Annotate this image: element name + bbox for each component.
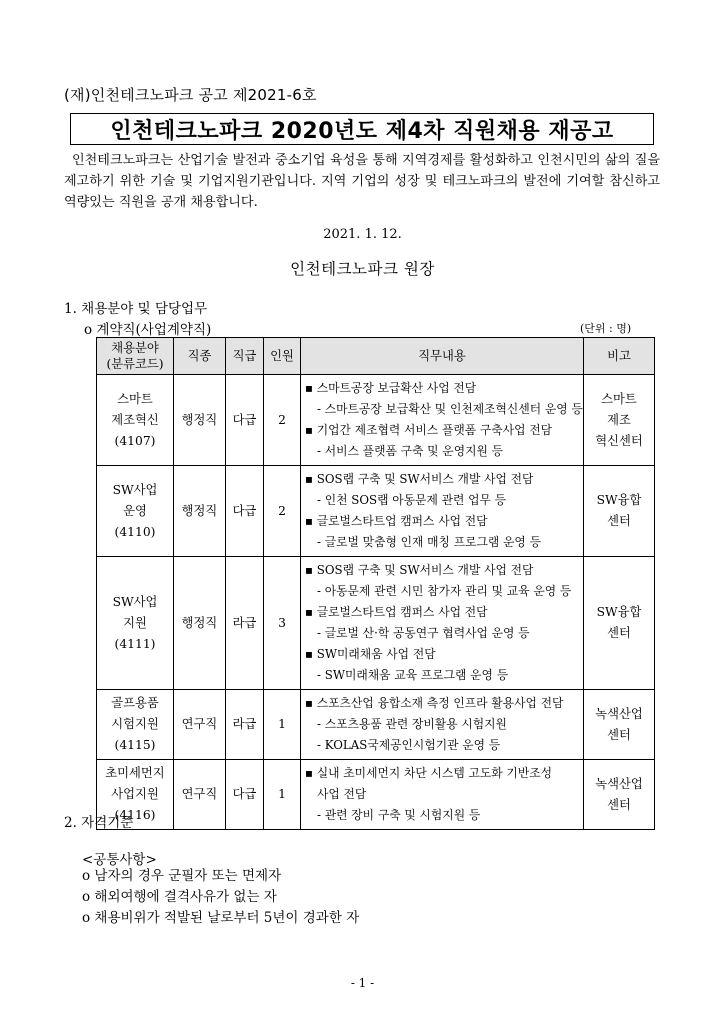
header-field-label: 채용분야 xyxy=(111,341,159,355)
count-cell: 2 xyxy=(264,375,301,466)
duty-line: - KOLAS국제공인시험기관 운영 등 xyxy=(317,738,501,752)
field-line: 지원 xyxy=(123,615,147,630)
job-type-cell: 행정직 xyxy=(174,557,226,690)
header-field xyxy=(97,338,174,375)
field-cell xyxy=(97,690,174,760)
field-line: (4115) xyxy=(114,738,156,752)
grade-cell: 다급 xyxy=(226,375,264,466)
note-line: 녹색산업 xyxy=(595,706,643,721)
duty-line: ▪ 글로벌스타트업 캠퍼스 사업 전담 xyxy=(305,605,488,619)
field-line: 골프용품 xyxy=(111,696,159,710)
table-row xyxy=(97,690,655,760)
intro-paragraph: 인천테크노파크는 산업기술 발전과 중소기업 육성을 통해 지역경제를 활성화하고 인천시민의 삶의 질을 제고하기 위한 기술 및 기업지원기관입니다. 지역 기업의 성장 및 테크노파크의 발전에 기여할 참신하고 역량있는 직원을 공개 채용합니다. xyxy=(64,153,660,210)
requirement-item: o 해외여행에 결격사유가 없는 자 xyxy=(82,889,277,905)
grade-cell: 라급 xyxy=(226,557,264,690)
note-line: 스마트 xyxy=(601,391,637,406)
note-line: 센터 xyxy=(607,797,631,812)
duties-cell xyxy=(301,557,584,690)
job-type-cell: 행정직 xyxy=(174,466,226,557)
duty-line: - 인천 SOS랩 아동문제 관련 업무 등 xyxy=(317,493,507,507)
field-line: (4107) xyxy=(114,433,156,448)
duty-line: - 서비스 플랫폼 구축 및 운영지원 등 xyxy=(317,444,504,458)
duties-cell xyxy=(301,760,584,830)
signer: 인천테크노파크 원장 xyxy=(290,260,435,278)
field-cell xyxy=(97,557,174,690)
note-line: 녹색산업 xyxy=(595,776,643,791)
duty-line: ▪ 실내 초미세먼지 차단 시스템 고도화 기반조성 xyxy=(305,766,553,780)
duty-line: ▪ 스포츠산업 융합소재 측정 인프라 활용사업 전담 xyxy=(305,696,564,710)
announcement-date: 2021. 1. 12. xyxy=(323,227,402,242)
count-cell: 1 xyxy=(264,760,301,830)
field-line: (4110) xyxy=(114,524,156,539)
requirement-item: o 남자의 경우 군필자 또는 면제자 xyxy=(82,868,282,884)
grade-cell: 다급 xyxy=(226,466,264,557)
note-cell xyxy=(584,690,655,760)
header-grade: 직급 xyxy=(226,338,264,375)
duty-line: ▪ SOS랩 구축 및 SW서비스 개발 사업 전담 xyxy=(305,563,534,577)
duty-line: - 스포츠용품 관련 장비활용 시험지원 xyxy=(317,717,507,731)
field-cell xyxy=(97,375,174,466)
duty-line: - 글로벌 산·학 공동연구 협력사업 운영 등 xyxy=(317,626,530,640)
note-cell xyxy=(584,375,655,466)
duty-line: - 글로벌 맞춤형 인재 매칭 프로그램 운영 등 xyxy=(317,535,541,549)
unit-label: (단위 : 명) xyxy=(580,322,632,335)
duty-line: - 아동문제 관련 시민 참가자 관리 및 교육 운영 등 xyxy=(317,584,572,598)
field-line: 운영 xyxy=(123,503,147,518)
section-2-heading: 2. 자격기준 xyxy=(64,815,134,831)
header-duties: 직무내용 xyxy=(301,338,584,375)
duties-cell xyxy=(301,375,584,466)
page-number: - 1 - xyxy=(350,976,375,990)
job-type-cell: 행정직 xyxy=(174,375,226,466)
duty-line: - 관련 장비 구축 및 시험지원 등 xyxy=(317,808,481,822)
duty-line: ▪ 글로벌스타트업 캠퍼스 사업 전담 xyxy=(305,514,488,528)
note-cell xyxy=(584,466,655,557)
field-line: 시험지원 xyxy=(111,717,159,731)
field-cell xyxy=(97,466,174,557)
duty-line: ▪ SOS랩 구축 및 SW서비스 개발 사업 전담 xyxy=(305,472,534,486)
note-cell xyxy=(584,557,655,690)
note-line: SW융합 xyxy=(596,493,642,507)
note-line: SW융합 xyxy=(596,605,642,619)
section-1-heading: 1. 채용분야 및 담당업무 xyxy=(64,301,208,317)
duty-line: ▪ SW미래채움 사업 전담 xyxy=(305,647,436,661)
requirement-item: o 채용비위가 적발된 날로부터 5년이 경과한 자 xyxy=(82,910,360,926)
header-count: 인원 xyxy=(264,338,301,375)
field-line: 사업지원 xyxy=(111,787,159,801)
duty-line: - 스마트공장 보급확산 및 인천제조혁신센터 운영 등 xyxy=(317,402,583,416)
table-header-row xyxy=(97,338,655,375)
grade-cell: 다급 xyxy=(226,760,264,830)
field-line: 초미세먼지 xyxy=(105,766,165,780)
header-job-type: 직종 xyxy=(174,338,226,375)
field-line: (4116) xyxy=(114,808,156,822)
job-type-cell: 연구직 xyxy=(174,690,226,760)
count-cell: 3 xyxy=(264,557,301,690)
field-line: SW사업 xyxy=(112,482,158,497)
note-line: 혁신센터 xyxy=(595,433,643,448)
field-line: 제조혁신 xyxy=(111,412,159,427)
common-requirements-heading: <공통사항> xyxy=(82,852,157,868)
section-1-subheading: o 계약직(사업계약직) xyxy=(84,322,212,338)
note-line: 제조 xyxy=(607,412,631,427)
duty-line: ▪ 기업간 제조협력 서비스 플랫폼 구축사업 전담 xyxy=(305,423,553,437)
count-cell: 1 xyxy=(264,690,301,760)
field-line: SW사업 xyxy=(112,594,158,609)
table-row xyxy=(97,466,655,557)
duties-cell xyxy=(301,690,584,760)
notice-number: (재)인천테크노파크 공고 제2021-6호 xyxy=(64,86,317,104)
duty-line: - SW미래채움 교육 프로그램 운영 등 xyxy=(317,668,509,682)
note-line: 센터 xyxy=(607,626,631,640)
recruitment-table xyxy=(96,337,655,830)
duties-cell xyxy=(301,466,584,557)
duty-line: ▪ 스마트공장 보급확산 사업 전담 xyxy=(305,381,477,395)
count-cell: 2 xyxy=(264,466,301,557)
table-row xyxy=(97,760,655,830)
job-type-cell: 연구직 xyxy=(174,760,226,830)
table-row xyxy=(97,557,655,690)
header-field-code: (분류코드) xyxy=(106,357,164,371)
table-row xyxy=(97,375,655,466)
field-line: 스마트 xyxy=(117,391,153,406)
duty-line: 사업 전담 xyxy=(317,787,367,801)
note-cell xyxy=(584,760,655,830)
page-title: 인천테크노파크 2020년도 제4차 직원채용 재공고 xyxy=(70,113,654,145)
field-line: (4111) xyxy=(114,636,156,651)
grade-cell: 라급 xyxy=(226,690,264,760)
requirements-list xyxy=(82,866,359,929)
note-line: 센터 xyxy=(607,514,631,528)
note-line: 센터 xyxy=(607,727,631,742)
header-note: 비고 xyxy=(584,338,655,375)
